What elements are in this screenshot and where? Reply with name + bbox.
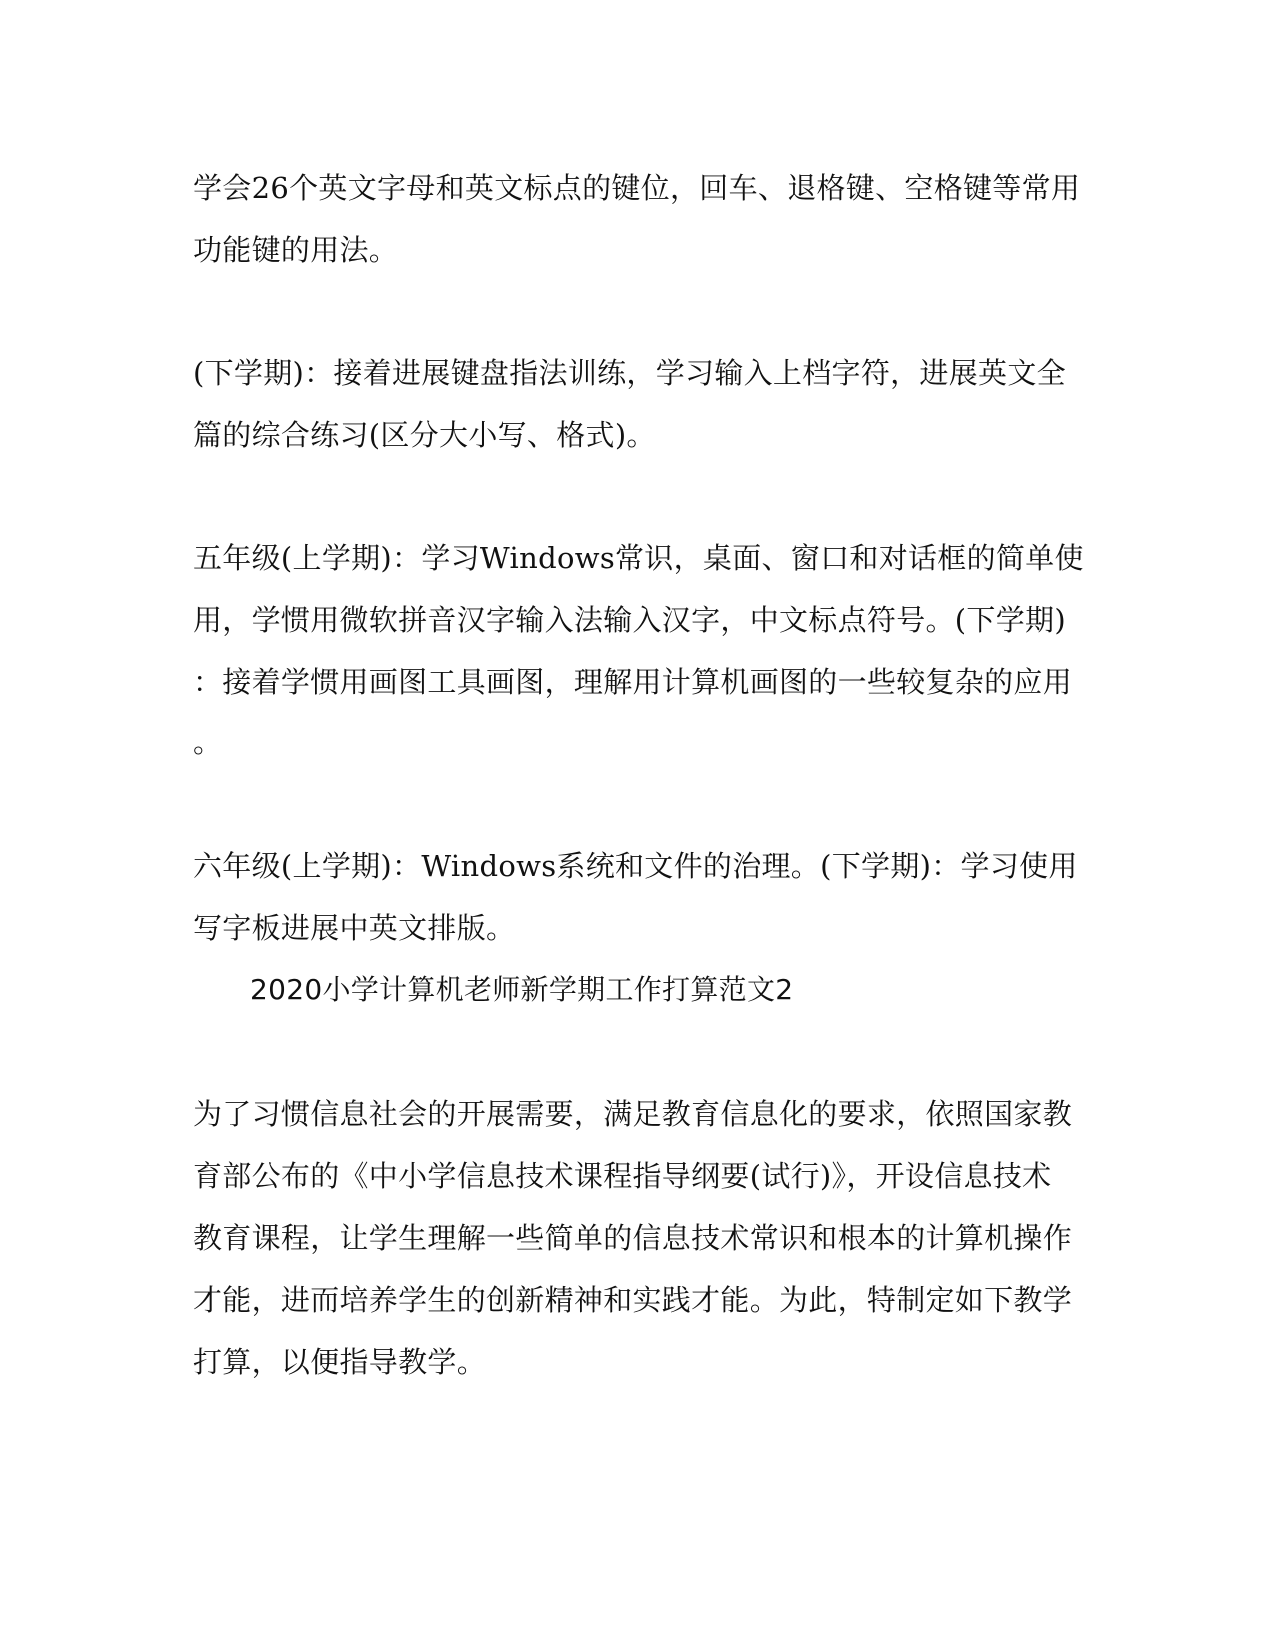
paragraph-2-line-2: 篇的综合练习(区分大小写、格式)。 <box>193 418 656 452</box>
paragraph-3-line-1: 五年级(上学期)：学习Windows常识，桌面、窗口和对话框的简单使 <box>193 541 1084 575</box>
paragraph-1-line-1: 学会26个英文字母和英文标点的键位，回车、退格键、空格键等常用 <box>193 171 1081 205</box>
paragraph-4-line-1: 六年级(上学期)：Windows系统和文件的治理。(下学期)：学习使用 <box>193 849 1078 883</box>
paragraph-3-line-3: ：接着学惯用画图工具画图，理解用计算机画图的一些较复杂的应用 <box>193 665 1073 699</box>
intro-line-1: 为了习惯信息社会的开展需要，满足教育信息化的要求，依照国家教 <box>193 1097 1073 1131</box>
paragraph-1-line-2: 功能键的用法。 <box>193 233 399 267</box>
intro-line-5: 打算，以便指导教学。 <box>193 1345 487 1379</box>
intro-line-2: 育部公布的《中小学信息技术课程指导纲要(试行)》，开设信息技术 <box>193 1159 1052 1193</box>
paragraph-3-line-2: 用，学惯用微软拼音汉字输入法输入汉字，中文标点符号。(下学期) <box>193 603 1066 637</box>
section-heading: 2020小学计算机老师新学期工作打算范文2 <box>250 973 794 1006</box>
intro-line-3: 教育课程，让学生理解一些简单的信息技术常识和根本的计算机操作 <box>193 1221 1073 1255</box>
paragraph-2-line-1: (下学期)：接着进展键盘指法训练，学习输入上档字符，进展英文全 <box>193 356 1066 390</box>
paragraph-3-line-4: 。 <box>193 725 223 759</box>
intro-line-4: 才能，进而培养学生的创新精神和实践才能。为此，特制定如下教学 <box>193 1283 1073 1317</box>
paragraph-4-line-2: 写字板进展中英文排版。 <box>193 911 516 945</box>
